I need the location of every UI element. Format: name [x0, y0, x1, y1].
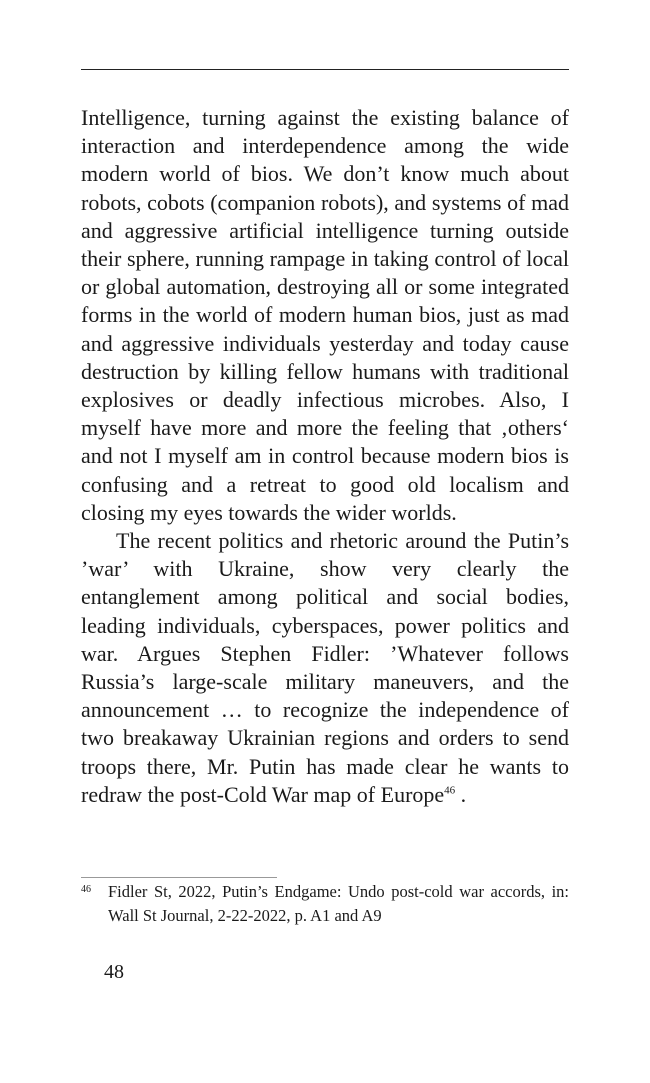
paragraph-2 — [81, 527, 569, 809]
footnote-reference: 46 — [444, 784, 456, 797]
footnote-number: 46 — [81, 884, 91, 895]
footnote-text: Fidler St, 2022, Putin’s Endgame: Undo post-cold war accords, in: Wall St Journal, 2-22-2022, p. A1 and A9 — [108, 882, 569, 925]
header-rule — [81, 69, 569, 70]
paragraph-2-end: . — [455, 781, 467, 807]
footnote — [81, 880, 569, 928]
paragraph-1: Intelligence, turning against the existing balance of interaction and interdependence among the wide modern world of bios. We don’t know much about robots, cobots (companion robots), and systems of mad and aggressive artificial intelligence turning outside their sphere, running rampage in taking control of local or global automation, destroying all or some integrated forms in the world of modern human bios, just as mad and aggressive individuals yesterday and today cause destruction by killing fellow humans with traditional explosives or deadly infectious microbes. Also, I myself have more and more the feeling that ‚others‘ and not I myself am in control because modern bios is confusing and a retreat to good old localism and closing my eyes towards the wider worlds. — [81, 105, 569, 525]
paragraph-2-text: The recent politics and rhetoric around the Putin’s ’war’ with Ukraine, show very clearly the entanglement among political and social bodies, leading individuals, cyberspaces, power politics and war. Argues Stephen Fidler: ’Whatever follows Russia’s large-scale military maneuvers, and the announcement … to recognize the independence of two breakaway Ukrainian regions and orders to send troops there, Mr. Putin has made clear he wants to redraw the post-Cold War map of Europe — [81, 528, 569, 807]
main-text — [81, 104, 569, 809]
page-number: 48 — [104, 961, 124, 983]
footnote-rule — [81, 877, 277, 878]
